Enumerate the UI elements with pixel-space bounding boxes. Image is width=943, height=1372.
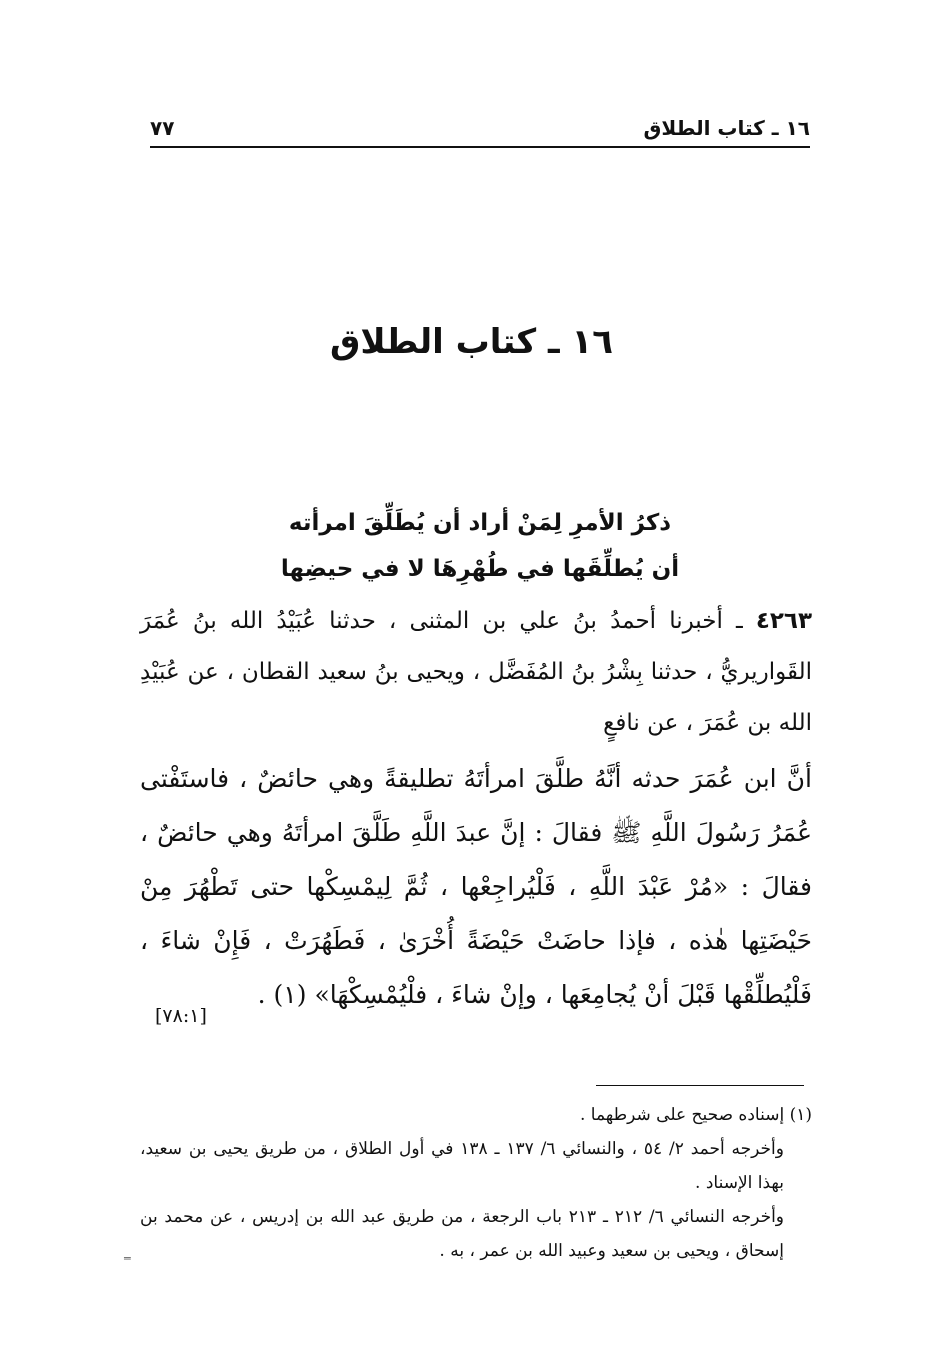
margin-mark: ═ xyxy=(124,1252,131,1265)
running-header xyxy=(150,112,810,148)
hadith-reference: [٧٨:١] xyxy=(155,1005,207,1027)
section-heading-line-2: أن يُطلِّقَها في طُهْرِهَا لا في حيضِها xyxy=(280,556,680,582)
footnote-1: (١) إسناده صحيح على شرطهما . xyxy=(579,1105,812,1125)
matn-text: أنَّ ابن عُمَرَ حدثه أنَّهُ طلَّقَ امرأتَهُ تطليقةً وهي حائضٌ ، فاستَفْتى عُمَرُ رَسُولَ اللَّهِ ﷺ فقالَ : إنَّ عبدَ اللَّهِ طَلَّقَ امرأتَهُ وهي حائضٌ ، فقالَ : «مُرْ عَبْدَ اللَّهِ ، فَلْيُراجِعْها ، ثُمَّ لِيمْسِكْها حتى تَطْهُرَ مِنْ حَيْضَتِها هٰذه ، فإذا حاضَتْ حَيْضَةً أُخْرَىٰ ، فَطَهُرَتْ ، فَإِنْ شاءَ ، فَلْيُطلِّقْها قَبْلَ أنْ يُجامِعَها ، وإنْ شاءَ ، فلْيُمْسِكْهَا» xyxy=(140,764,812,1009)
isnad-text: ـ أخبرنا أحمدُ بنُ علي بن المثنى ، حدثنا عُبَيْدُ الله بنُ عُمَرَ القَواريريُّ ، حدثنا بِشْرُ بنُ المُفَضَّل ، ويحيى بنُ سعيد القطان ، عن عُبَيْدِ الله بن عُمَرَ ، عن نافعٍ xyxy=(140,608,812,736)
page-number: ٧٧ xyxy=(150,116,175,140)
book-title: ١٦ ـ كتاب الطلاق xyxy=(330,322,613,362)
footnotes xyxy=(140,1098,812,1268)
section-heading xyxy=(150,500,810,592)
footnote-marker: (١) . xyxy=(257,980,315,1009)
footnote-divider xyxy=(596,1085,804,1086)
section-heading-line-1: ذكرُ الأمرِ لِمَنْ أراد أن يُطَلِّقَ امرأته xyxy=(288,510,672,536)
running-header-chapter: ١٦ ـ كتاب الطلاق xyxy=(643,116,810,140)
hadith-number: ٤٢٦٣ xyxy=(755,608,812,634)
hadith-isnad xyxy=(140,596,812,749)
footnote-2: وأخرجه أحمد ٢/ ٥٤ ، والنسائي ٦/ ١٣٧ ـ ١٣٨ في أول الطلاق ، من طريق يحيى بن سعيد، بهذا الإسناد . xyxy=(140,1139,784,1193)
hadith-matn xyxy=(140,752,812,1022)
footnote-3: وأخرجه النسائي ٦/ ٢١٢ ـ ٢١٣ باب الرجعة ، من طريق عبد الله بن إدريس ، عن محمد بن إسحاق ، ويحيى بن سعيد وعبيد الله بن عمر ، به . xyxy=(140,1207,785,1261)
